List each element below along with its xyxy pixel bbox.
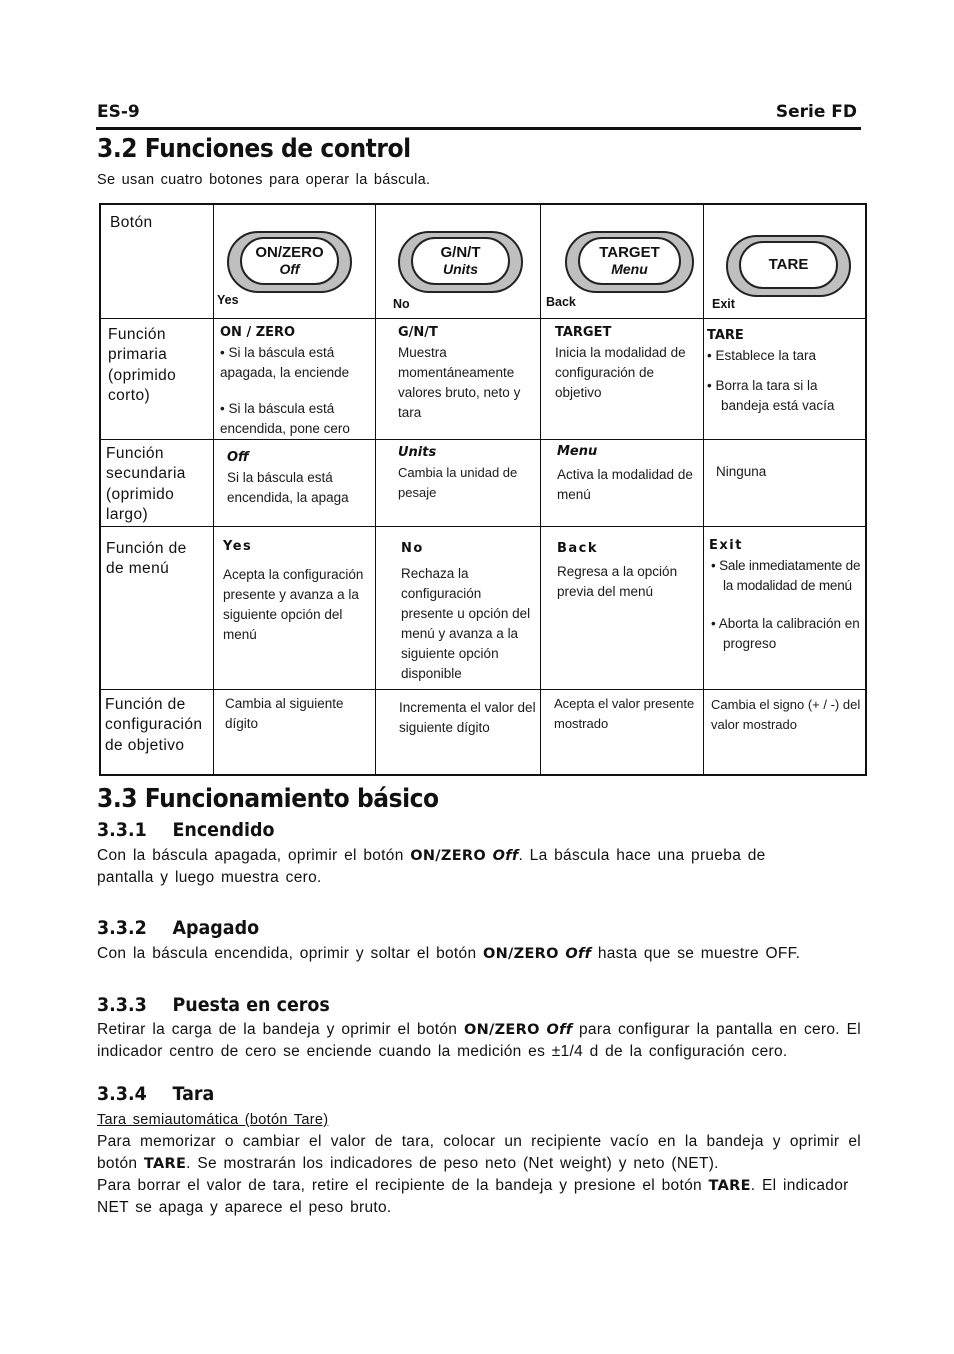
units-label: Units — [443, 261, 478, 277]
row-label-menu: Función de de menú — [106, 539, 187, 577]
row-label-boton: Botón — [110, 214, 153, 231]
gnt-label: G/N/T — [440, 244, 481, 261]
secondary-off: Off Si la báscula está encendida, la apaga — [227, 449, 349, 505]
row-label-primaria: Función primaria (oprimido corto) — [108, 325, 177, 404]
section-title-3-2: 3.2 Funciones de control — [97, 134, 411, 164]
secondary-units: Units Cambia la unidad de pesaje — [398, 444, 518, 500]
paragraph-tara-2: Para borrar el valor de tara, retire el recipiente de la bandeja y presione el botón TARE. El indicador NET se apaga y aparece el peso bruto. — [97, 1177, 849, 1216]
subsection-3-3-3: 3.3.3 Puesta en ceros — [97, 994, 330, 1016]
menu-back: Back Regresa a la opción previa del menú — [557, 540, 678, 599]
table-row-target — [100, 689, 866, 775]
no-tag: No — [393, 297, 410, 311]
page-number: ES-9 — [97, 102, 140, 122]
target-c2: Incrementa el valor del siguiente dígito — [399, 699, 536, 735]
subsection-3-3-1: 3.3.1 Encendido — [97, 819, 275, 841]
target-c1: Cambia al siguiente dígito — [225, 695, 344, 731]
subsection-3-3-2: 3.3.2 Apagado — [97, 917, 260, 939]
secondary-menu: Menu Activa la modalidad de menú — [557, 443, 693, 502]
paragraph-encendido: Con la báscula apagada, oprimir el botón ON/ZERO Off. La báscula hace una prueba de pantalla y luego muestra cero. — [97, 847, 766, 886]
paragraph-puesta-en-ceros: Retirar la carga de la bandeja y oprimir el botón ON/ZERO Off para configurar la pantalla en cero. El indicador centro de cero se enciende cuando la medición es ±1/4 d de la configuración cero. — [97, 1021, 862, 1060]
target-label: TARGET — [599, 244, 660, 261]
exit-tag: Exit — [712, 297, 735, 311]
header-rule — [96, 127, 861, 130]
off-label: Off — [279, 261, 300, 277]
section-intro: Se usan cuatro botones para operar la báscula. — [97, 172, 431, 188]
back-tag: Back — [546, 295, 576, 309]
tare-label: TARE — [768, 256, 809, 273]
row-label-objetivo: Función de configuración de objetivo — [105, 695, 203, 754]
menu-no: No Rechaza la configuración presente u opción del menú y avanza a la siguiente opción disponible — [401, 540, 531, 681]
row-label-secundaria: Función secundaria (oprimido largo) — [106, 444, 186, 523]
yes-tag: Yes — [217, 293, 239, 307]
tara-subheading: Tara semiautomática (botón Tare) — [97, 1112, 329, 1128]
table-row-primary — [100, 318, 866, 439]
paragraph-tara-1: Para memorizar o cambiar el valor de tara, colocar un recipiente vacío en la bandeja y oprimir el botón TARE. Se mostrarán los indicadores de peso neto (Net weight) y neto (NET). — [97, 1133, 861, 1172]
primary-tare: TARE • Establece la tara • Borra la tara si la bandeja está vacía — [707, 327, 835, 413]
target-c4: Cambia el signo (+ / -) del valor mostrado — [711, 696, 861, 732]
menu-yes: Yes Acepta la configuración presente y avanza a la siguiente opción del menú — [223, 538, 364, 642]
primary-gnt: G/N/T Muestra momentáneamente valores bruto, neto y tara — [398, 324, 521, 420]
primary-on-zero: ON / ZERO • Si la báscula está apagada, la enciende • Si la báscula está encendida, pone cero — [220, 324, 350, 436]
control-table — [99, 203, 867, 776]
table-row-menu — [100, 526, 866, 689]
menu-exit: Exit • Sale inmediatamente de la modalidad de menú • Aborta la calibración en progreso — [709, 537, 861, 651]
paragraph-apagado: Con la báscula encendida, oprimir y soltar el botón ON/ZERO Off hasta que se muestre OFF. — [97, 945, 801, 962]
secondary-tare: Ninguna — [716, 463, 767, 479]
target-c3: Acepta el valor presente mostrado — [554, 695, 695, 731]
series-name: Serie FD — [775, 102, 857, 122]
section-title-3-3: 3.3 Funcionamiento básico — [97, 784, 439, 814]
table-row-secondary — [100, 439, 866, 526]
primary-target: TARGET Inicia la modalidad de configuración de objetivo — [555, 324, 686, 400]
on-zero-label: ON/ZERO — [255, 244, 324, 261]
subsection-3-3-4: 3.3.4 Tara — [97, 1083, 215, 1105]
table-row-buttons — [100, 204, 866, 318]
menu-label: Menu — [611, 261, 648, 277]
